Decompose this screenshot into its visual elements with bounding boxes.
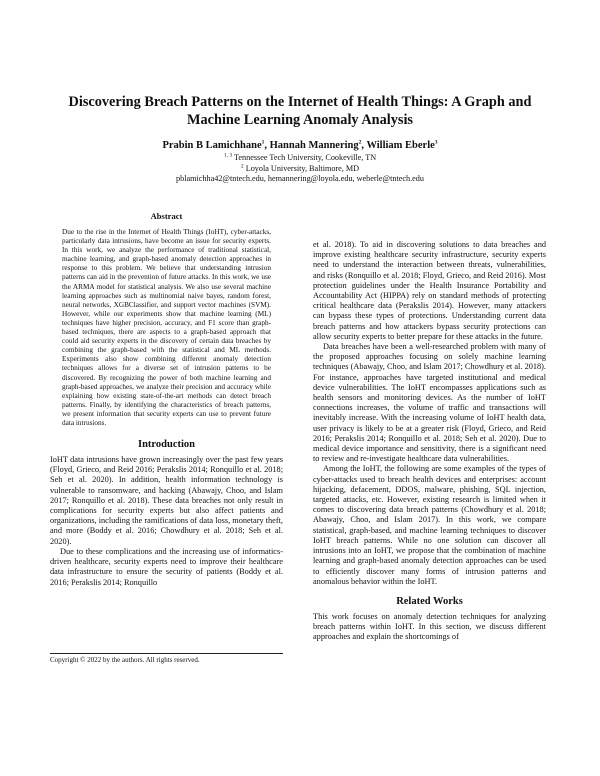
affiliation-line: $^2$ Loyola University, Baltimore, MD	[240, 162, 360, 173]
related-works-heading: Related Works	[396, 595, 463, 607]
body-paragraph: Among the IoHT, the following are some examples of the types of cyber-attacks used to breach health devices and enterprises: account hijacking, defacement, DDOS, malware, phishing, SQL injection, targeted attacks, etc. However, existing research is limited when it comes to discovering data breach patterns (Chowdhury et al. 2018; Abawajy, Choo, and Islam 2017). In this work, we compare statistical, graph-based, and machine learning techniques to discover IoHT breach patterns. While no one solution can discover all intrusions into an IoHT, we propose that the combination of machine learning and graph-based anomaly detection approaches can be used to efficiently discover many forms of intrusion patterns and anomalous behavior within the IoHT.	[313, 464, 546, 586]
body-paragraph: IoHT data intrusions have grown increasingly over the past few years (Floyd, Grieco, and Reid 2016; Perakslis 2014; Ronquillo et al. 2018; Seh et al. 2020). In addition, health information technology is vulnerable to ransomware, and hacking (Abawajy, Choo, and Islam 2017; Ronquillo et al. 2018). These data breaches not only result in complications for security experts but also affect patients and organizations, including the ramifications of data loss, monetary theft, and more (Boddy et al. 2016; Chowdhury et al. 2018; Seh et al. 2020).	[50, 455, 283, 546]
affil-mark: 2	[240, 162, 244, 169]
author-name: William Eberle	[366, 140, 435, 151]
abstract-text: Due to the rise in the Internet of Health Things (IoHT), cyber-attacks, particularly data intrusions, have become an issue for security experts. In this work, we analyze the performance of traditional statistical, machine learning, and graph-based anomaly detection approaches in response to this problem. We believe that understanding intrusion patterns can aid in the prevention of future attacks. In this work, we use the ARMA model for statistical analysis. We also use several machine learning approaches such as multinomial naive bayes, random forest, neural networks, XGBClassifier, and support vector machines (SVM). However, while our experiments show that machine learning (ML) techniques have higher precision, accuracy, and F1 score than graph-based techniques, there are aspects to a graph-based approach that could aid security experts in the discovery of certain data breaches by combining the graph-based with the statistical and ML methods. Experiments also show combining different anomaly detection techniques allows for a diverse set of intrusion patterns to be discovered. By recognizing the power of both machine learning and graph-based approaches, we analyze their precision and accuracy while explaining how existing state-of-the-art methods can detect breach patterns. Finally, by identifying the characteristics of breach patterns, we present information that security experts can use to prevent future data intrusions.	[62, 228, 271, 427]
body-paragraph: Data breaches have been a well-researched problem with many of the proposed approaches focusing on solely machine learning techniques (Abawajy, Choo, and Islam 2017; Chowdhury et al. 2018). For instance, approaches have targeted institutional and medical device vulnerabilities. The IoHT encompasses applications such as health sensors and monitoring devices. As the number of IoHT connections increases, the volume of traffic and transactions will inevitably increase. With the increasing volume of IoHT health data, user privacy is likely to be at a greater risk (Floyd, Grieco, and Reid 2016; Perakslis 2014; Ronquillo et al. 2018; Seh et al. 2020). Due to medical device importance and sensitivity, there is a significant need to review and re-investigate healthcare data vulnerabilities.	[313, 342, 546, 464]
author-name: Hannah Mannering	[269, 140, 359, 151]
abstract-heading: Abstract	[150, 211, 183, 221]
body-paragraph: Due to these complications and the increasing use of informatics-driven healthcare, security experts need to improve their healthcare data infrastructure to ensure the security of patients (Boddy et al. 2016; Perakslis 2014; Ronquillo	[50, 546, 283, 587]
affiliation-line: $^{1, 3}$ Tennessee Tech University, Cookeville, TN	[223, 152, 377, 162]
author-affil-mark: 2	[358, 139, 362, 146]
copyright-notice: Copyright © 2022 by the authors. All rights reserved.	[50, 653, 283, 665]
author-affil-mark: 1	[261, 139, 265, 146]
author-list: Prabin B Lamichhane$^1$, Hannah Mannering$^2$, William Eberle$^3$	[162, 139, 438, 151]
body-paragraph: et al. 2018). To aid in discovering solutions to data breaches and improve existing healthcare security infrastructure, security experts need to understand the interaction between threats, vulnerabilities, and risks (Ronquillo et al. 2018; Floyd, Grieco, and Reid 2016). Most protection guidelines under the Health Insurance Portability and Accountability Act (HIPPA) rely on standard methods of protecting critical healthcare data (Perakslis 2014). However, many attackers can bypass these types of protections. Understanding current data breach patterns and how attackers bypass security protections can allow security experts to better prepare for these attacks in the future.	[313, 240, 546, 341]
body-paragraph: This work focuses on anomaly detection techniques for analyzing breach patterns within IoHT. In this section, we discuss different approaches and explain the shortcomings of	[313, 611, 546, 642]
paper-title: Discovering Breach Patterns on the Internet of Health Things: A Graph and Machine Learning Anomaly Analysis	[68, 94, 532, 128]
right-column	[313, 240, 546, 643]
left-column	[50, 210, 283, 588]
introduction-heading: Introduction	[138, 439, 195, 451]
author-emails: pblamichha42@tntech.edu, hemannering@loyola.edu, weberle@tntech.edu	[176, 174, 424, 184]
author-name: Prabin B Lamichhane	[162, 140, 262, 151]
affil-mark: 1, 3	[223, 152, 233, 159]
author-affil-mark: 3	[434, 139, 438, 146]
affiliations	[60, 153, 540, 185]
